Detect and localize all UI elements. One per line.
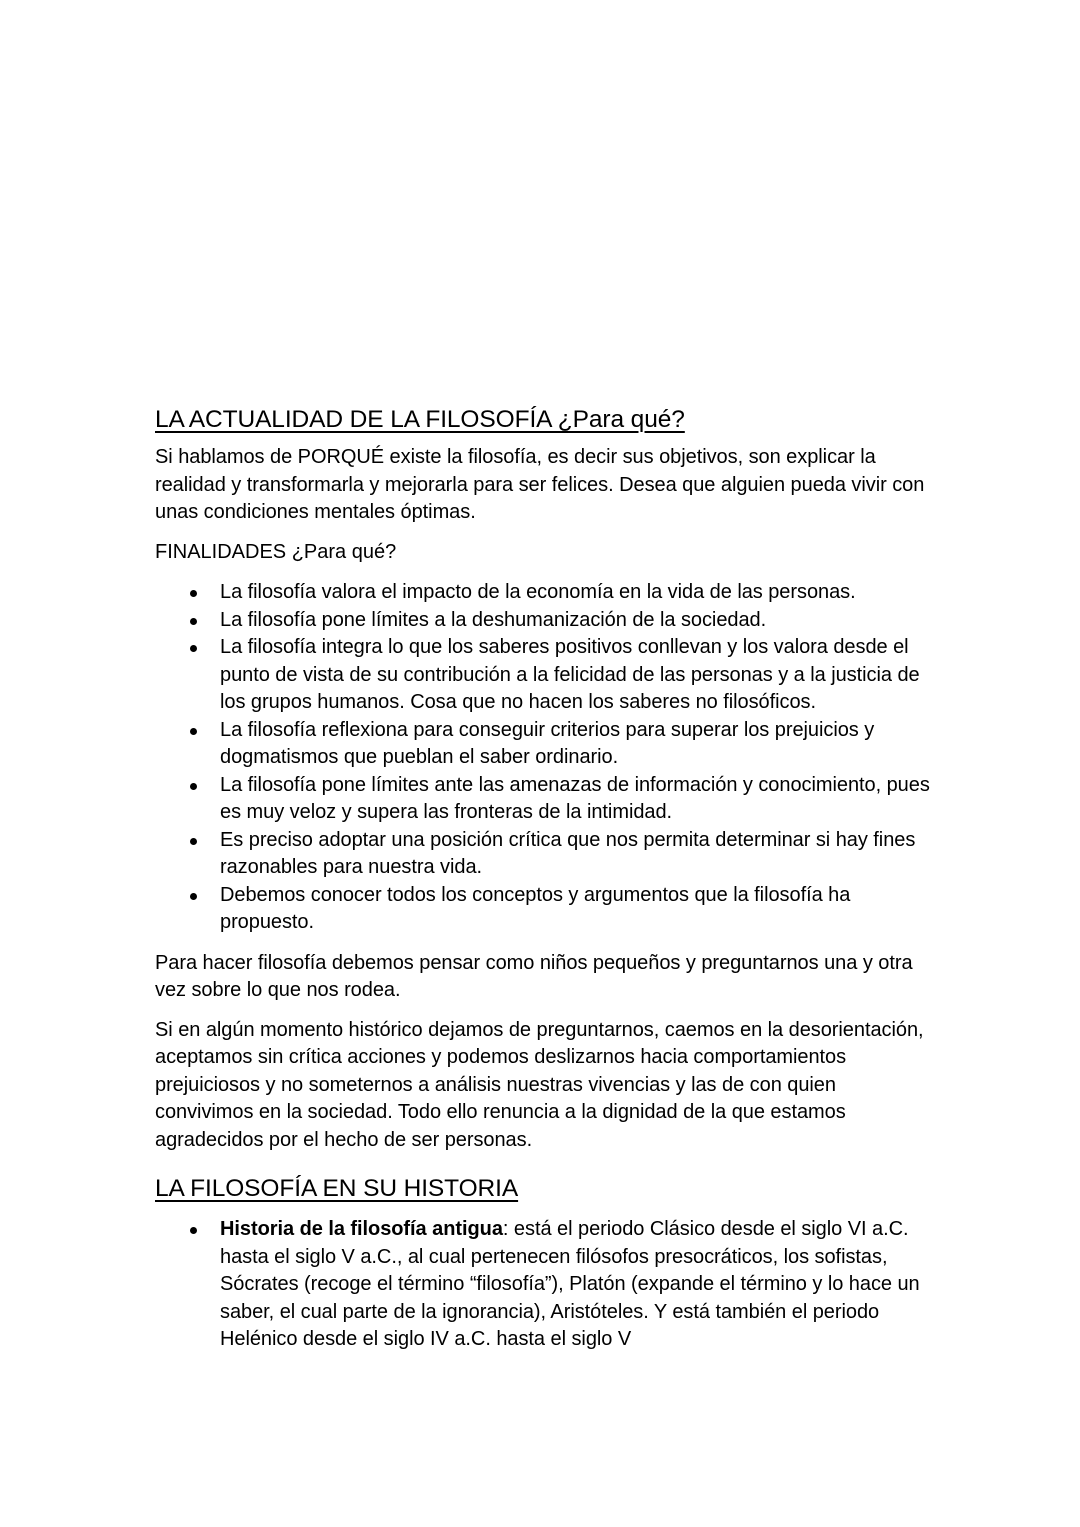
list-item-text: : está el periodo Clásico desde el siglo VI a.C. hasta el siglo V a.C., al cual pertenecen filósofos presocráticos, los sofistas, Sócrates (recoge el término “filosofía”), Platón (expande el término y lo hace un saber, el cual parte de la ignorancia), Aristóteles. Y está también el periodo Helénico desde el siglo IV a.C. hasta el siglo V <box>220 1218 920 1350</box>
bullet-icon <box>190 645 197 652</box>
intro-paragraph: Si hablamos de PORQUÉ existe la filosofía, es decir sus objetivos, son explicar la realidad y transformarla y mejorarla para ser felices. Desea que alguien pueda vivir con unas condiciones mentales óptimas. <box>155 446 925 523</box>
historia-list <box>155 1216 930 1354</box>
finalidades-list <box>155 579 930 937</box>
list-item-text: La filosofía valora el impacto de la economía en la vida de las personas. <box>220 581 856 603</box>
paragraph-ninos: Para hacer filosofía debemos pensar como niños pequeños y preguntarnos una y otra vez sobre lo que nos rodea. <box>155 951 913 1001</box>
list-item <box>155 607 930 635</box>
paragraph-desorientacion: Si en algún momento histórico dejamos de preguntarnos, caemos en la desorientación, aceptamos sin crítica acciones y podemos deslizarnos hacia comportamientos prejuiciosos y no someternos a análisis nuestras vivencias y las de con quien convivimos en la sociedad. Todo ello renuncia a la dignidad de la que estamos agradecidos por el hecho de ser personas. <box>155 1018 924 1151</box>
list-item-text: La filosofía pone límites a la deshumanización de la sociedad. <box>220 608 767 631</box>
list-item-text: La filosofía reflexiona para conseguir criterios para superar los prejuicios y dogmatismos que pueblan el saber ordinario. <box>220 718 875 768</box>
list-item <box>155 882 930 937</box>
document-page <box>155 404 930 1367</box>
bullet-icon <box>190 590 197 597</box>
bullet-icon <box>190 1227 197 1234</box>
section-title-actualidad: LA ACTUALIDAD DE LA FILOSOFÍA ¿Para qué? <box>155 406 685 433</box>
list-item <box>155 827 930 882</box>
bullet-icon <box>190 783 197 790</box>
list-item <box>155 717 930 772</box>
list-item-text: Debemos conocer todos los conceptos y argumentos que la filosofía ha propuesto. <box>220 883 851 933</box>
list-item <box>155 579 930 607</box>
bullet-icon <box>190 893 197 900</box>
list-item <box>155 1216 930 1354</box>
list-item-bold-term: Historia de la filosofía antigua <box>220 1218 503 1240</box>
list-item-text: La filosofía pone límites ante las amenazas de información y conocimiento, pues es muy veloz y supera las fronteras de la intimidad. <box>220 773 930 823</box>
bullet-icon <box>190 728 197 735</box>
bullet-icon <box>190 618 197 625</box>
finalidades-subheading: FINALIDADES ¿Para qué? <box>155 540 397 563</box>
bullet-icon <box>190 838 197 845</box>
list-item <box>155 634 930 717</box>
section-title-historia: LA FILOSOFÍA EN SU HISTORIA <box>155 1175 519 1202</box>
list-item <box>155 772 930 827</box>
list-item-text: La filosofía integra lo que los saberes positivos conllevan y los valora desde el punto de vista de su contribución a la felicidad de las personas y a la justicia de los grupos humanos. Cosa que no hacen los saberes no filosóficos. <box>220 636 920 713</box>
list-item-text: Es preciso adoptar una posición crítica que nos permita determinar si hay fines razonables para nuestra vida. <box>220 828 916 878</box>
